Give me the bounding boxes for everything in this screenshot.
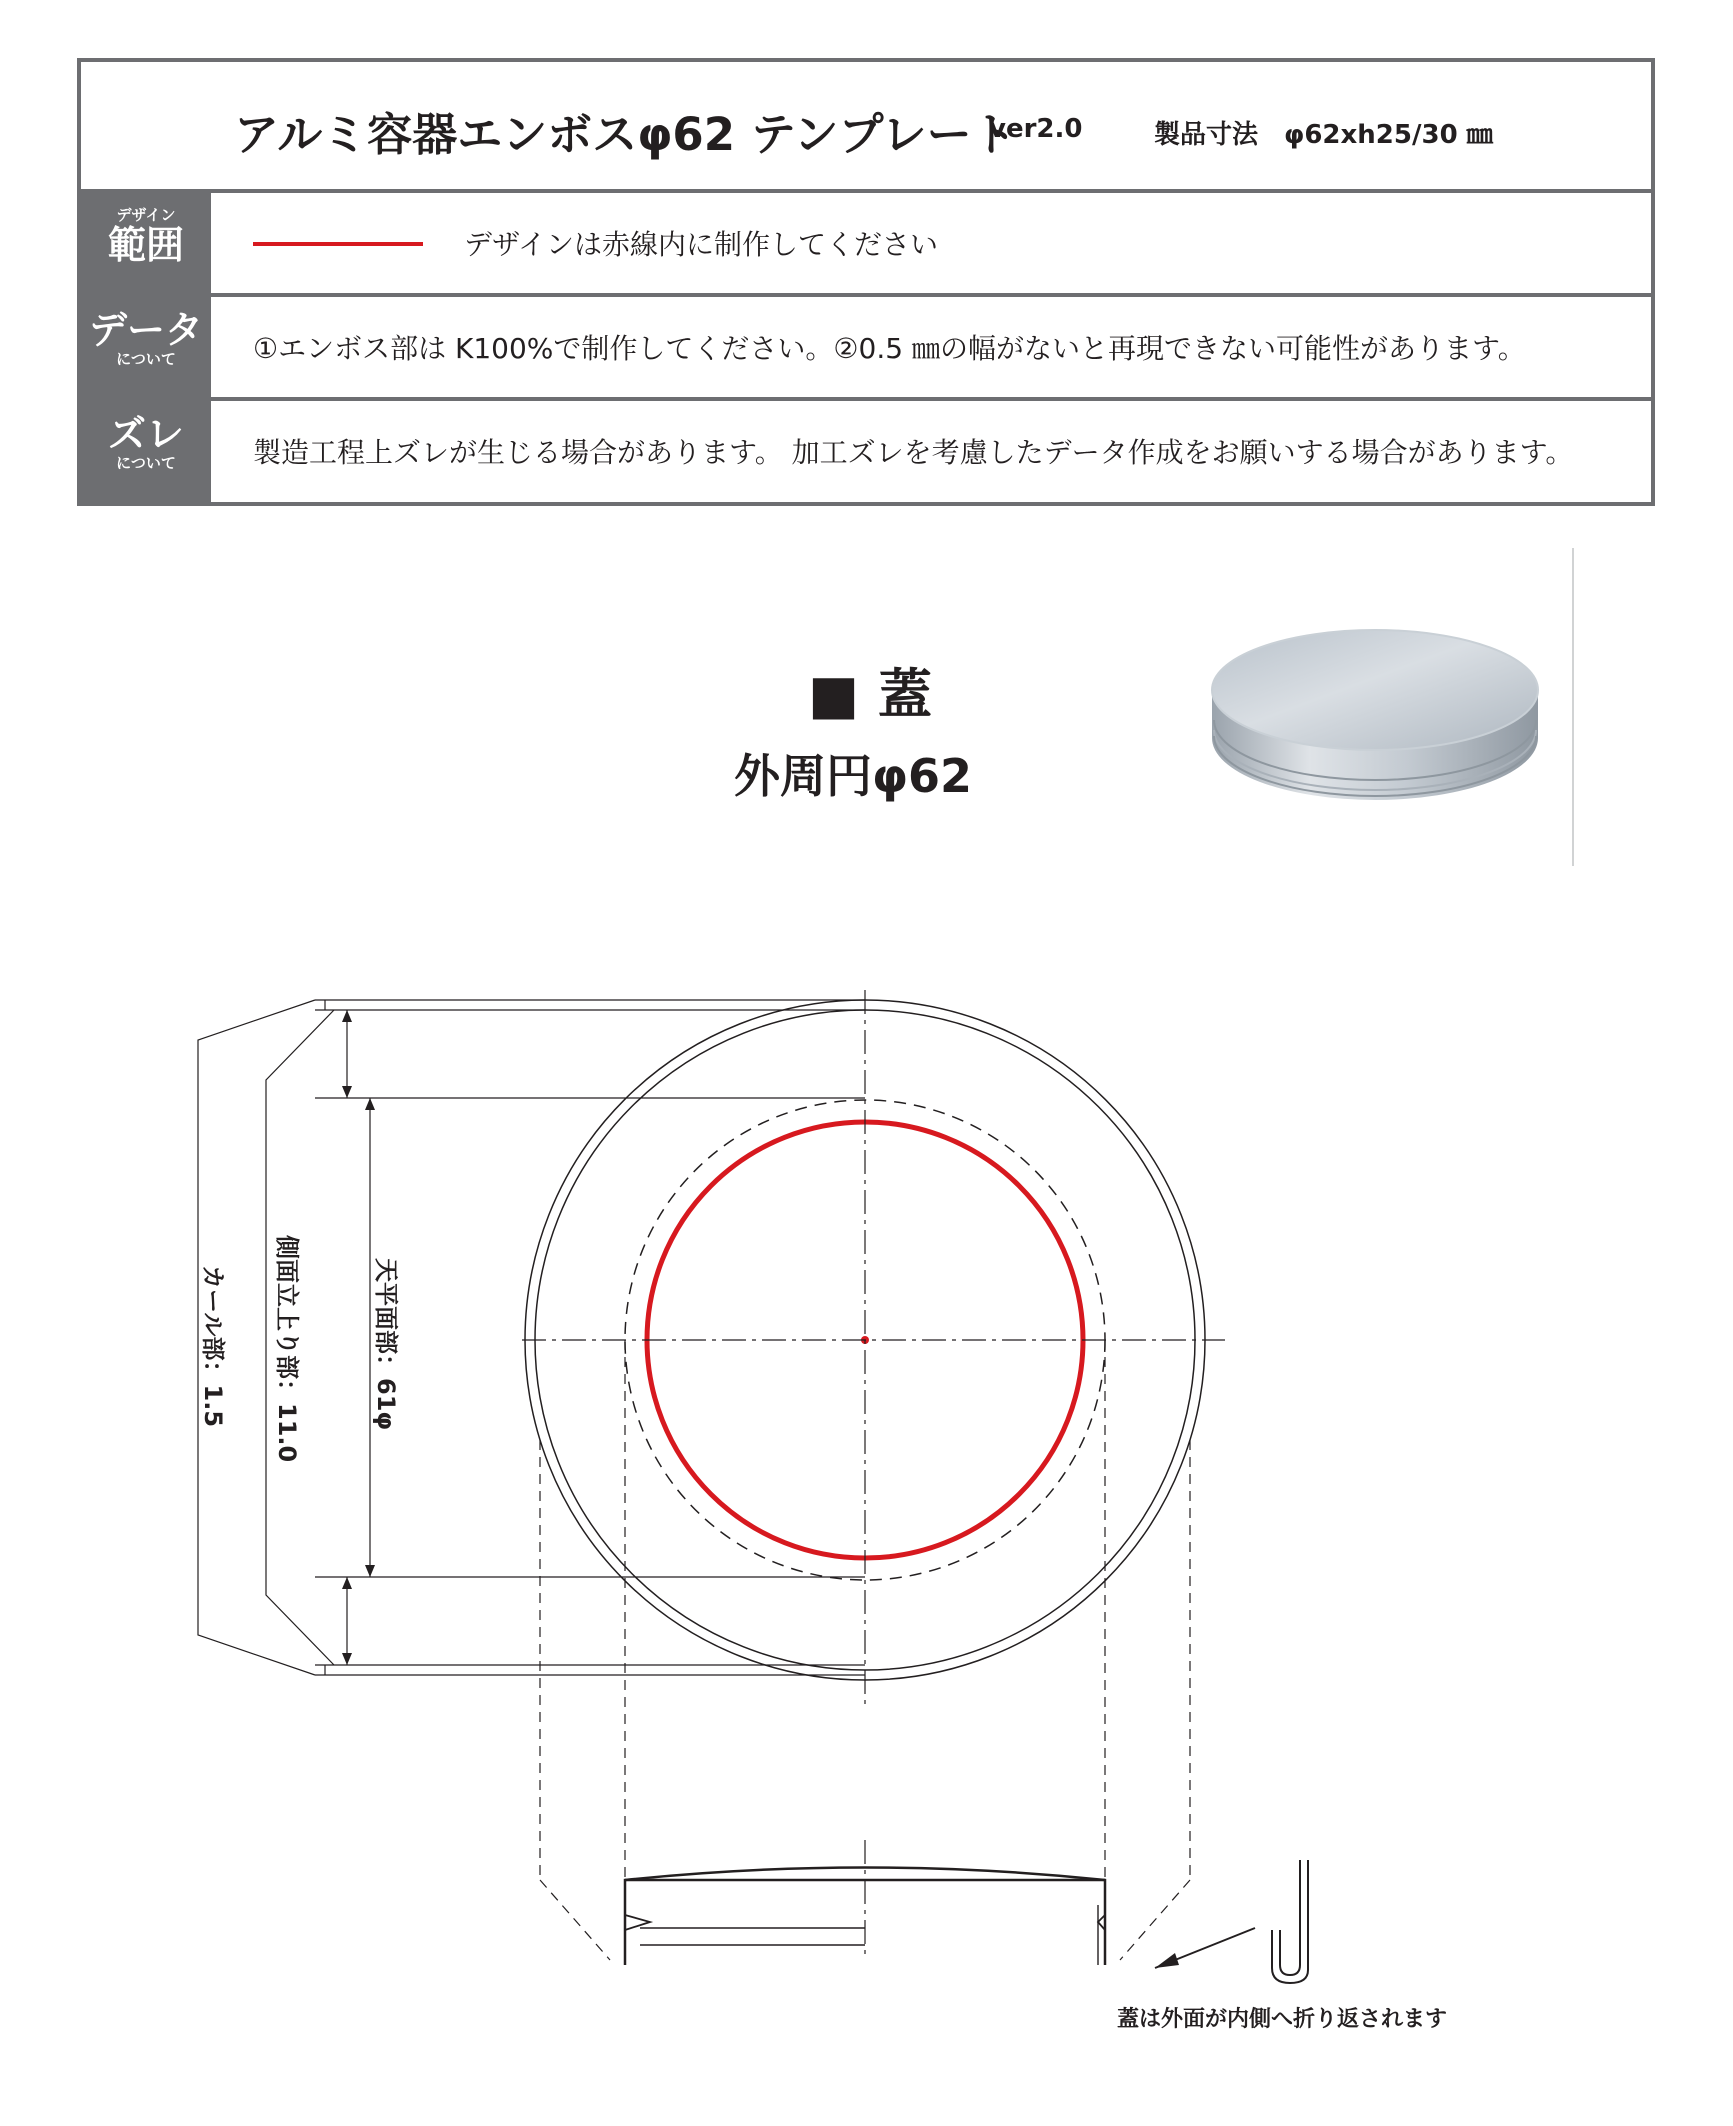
data-text: ①エンボス部は K100%で制作してください。②0.5 ㎜の幅がないと再現できない可能性があります。 — [253, 332, 1526, 365]
template-version: ver2.0 — [989, 114, 1083, 144]
top-dimension: 天平面部：61φ — [372, 1258, 400, 1431]
lid-heading: ■ 蓋 — [808, 663, 932, 726]
design-area-label-large: 範囲 — [107, 223, 184, 267]
misalignment-label-large: ズレ — [107, 412, 184, 456]
curl-dimension: カール部：1.5 — [199, 1265, 227, 1428]
misalignment-label-small: について — [116, 454, 176, 472]
fold-detail — [1272, 1860, 1308, 1983]
design-area-text: デザインは赤線内に制作してください — [464, 228, 939, 261]
design-area-label-small: デザイン — [116, 206, 176, 224]
misalignment-text: 製造工程上ズレが生じる場合があります。 加工ズレを考慮したデータ作成をお願いする場合があります。 — [253, 436, 1574, 469]
product-dimensions: 製品寸法 φ62xh25/30 ㎜ — [1154, 120, 1493, 150]
side-dimension: 側面立上り部：11.0 — [273, 1235, 301, 1463]
template-title: アルミ容器エンボスφ62 テンプレート — [234, 108, 1017, 161]
fold-note: 蓋は外面が内側へ折り返されます — [1117, 2007, 1448, 2032]
outer-circle-heading: 外周円φ62 — [734, 749, 972, 803]
data-label-small: について — [116, 350, 176, 368]
data-label-large: データ — [88, 308, 203, 352]
